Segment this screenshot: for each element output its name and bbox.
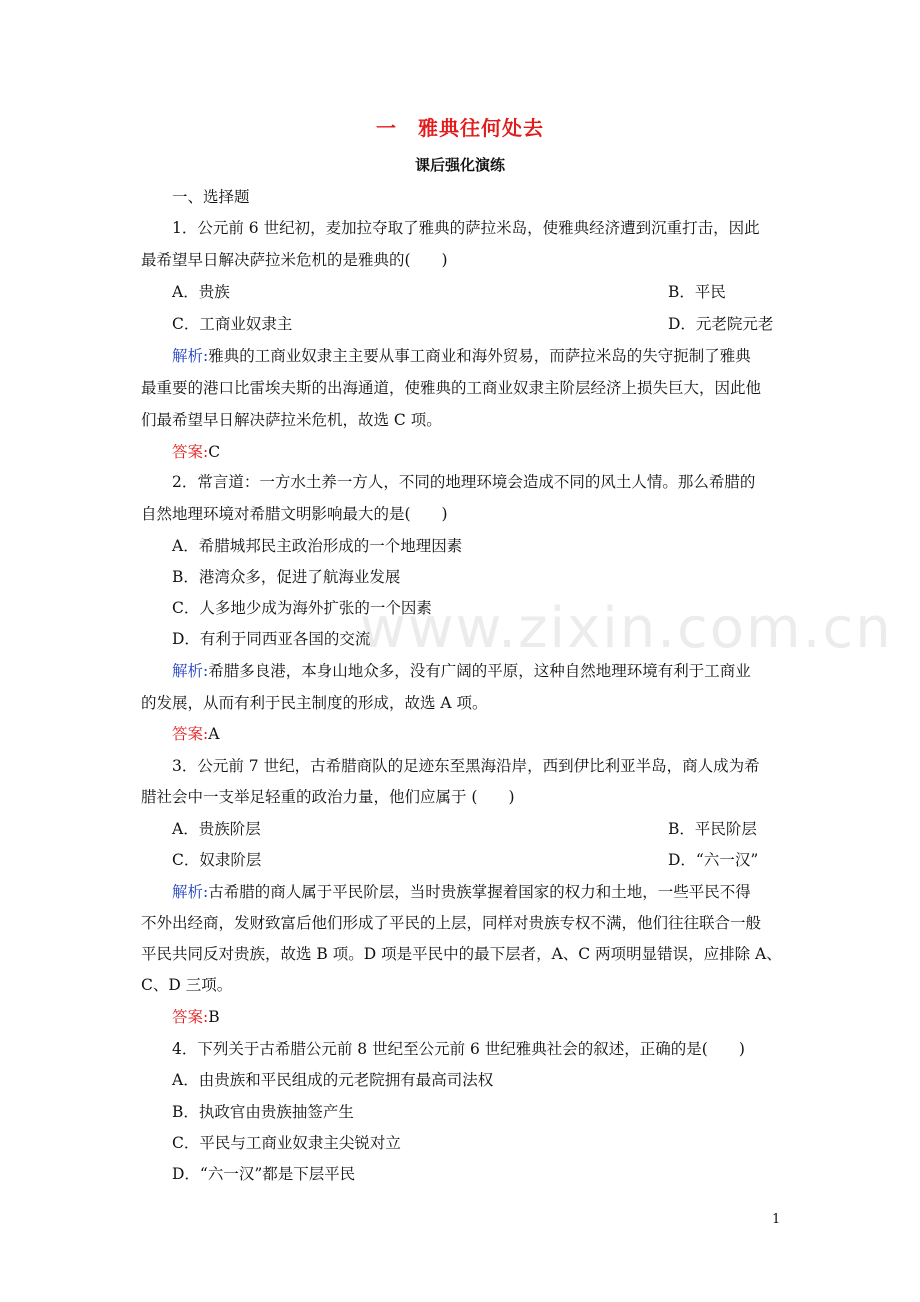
q1-option-d: D．元老院元老 [668, 315, 774, 333]
q2-answer-label: 答案: [172, 725, 209, 743]
q2-option-c: C．人多地少成为海外扩张的一个因素 [172, 599, 432, 617]
q2-stem-line2: 自然地理环境对希腊文明影响最大的是( ) [141, 505, 448, 523]
q4-option-c: C．平民与工商业奴隶主尖锐对立 [172, 1134, 401, 1152]
q1-answer-value: C [208, 443, 221, 461]
q1-analysis-line3: 们最希望早日解决萨拉米危机，故选 C 项。 [141, 411, 442, 429]
q2-analysis-line2: 的发展，从而有利于民主制度的形成，故选 A 项。 [141, 694, 488, 712]
q4-option-b: B．执政官由贵族抽签产生 [172, 1103, 354, 1121]
page-subtitle: 课后强化演练 [414, 156, 505, 174]
q1-analysis-label: 解析: [172, 347, 209, 365]
q1-stem-line2: 最希望早日解决萨拉米危机的是雅典的( ) [141, 251, 448, 269]
q3-stem-line1: 3．公元前 7 世纪，古希腊商队的足迹东至黑海沿岸，西到伊比利亚半岛，商人成为希 [172, 757, 760, 775]
q1-options-row2 [172, 314, 812, 334]
q1-analysis-text: 雅典的工商业奴隶主主要从事工商业和海外贸易，而萨拉米岛的失守扼制了雅典 [208, 347, 751, 365]
q2-option-b: B．港湾众多，促进了航海业发展 [172, 568, 401, 586]
q1-analysis-line2: 最重要的港口比雷埃夫斯的出海通道，使雅典的工商业奴隶主阶层经济上损失巨大，因此他 [141, 379, 762, 397]
q3-option-c: C．奴隶阶层 [172, 851, 262, 869]
q2-stem-line1: 2．常言道：一方水土养一方人，不同的地理环境会造成不同的风土人情。那么希腊的 [172, 473, 756, 491]
q1-option-c: C．工商业奴隶主 [172, 315, 293, 333]
q3-analysis-line2: 不外出经商，发财致富后他们形成了平民的上层，同样对贵族专权不满，他们往往联合一般 [141, 914, 762, 932]
q3-analysis-line1 [172, 882, 812, 902]
q2-analysis-line1 [172, 661, 812, 681]
q3-option-a: A．贵族阶层 [172, 820, 261, 838]
q3-option-d: D．“六一汉” [668, 851, 759, 869]
q3-analysis-line3: 平民共同反对贵族，故选 B 项。D 项是平民中的最下层者，A、C 两项明显错误，应排除 A、 [141, 945, 782, 963]
q2-answer-value: A [208, 725, 220, 743]
q2-option-d: D．有利于同西亚各国的交流 [172, 630, 371, 648]
q1-stem-line1: 1．公元前 6 世纪初，麦加拉夺取了雅典的萨拉米岛，使雅典经济遭到沉重打击，因此 [172, 219, 760, 237]
q2-answer [172, 724, 812, 744]
q1-analysis-line1 [172, 346, 812, 366]
q1-answer [172, 442, 812, 462]
q1-options-row1 [172, 282, 812, 302]
q3-options-row2 [172, 850, 812, 870]
q3-stem-line2: 腊社会中一支举足轻重的政治力量，他们应属于 ( ) [141, 788, 515, 806]
q3-analysis-text: 古希腊的商人属于平民阶层，当时贵族掌握着国家的权力和土地，一些平民不得 [208, 883, 751, 901]
q3-answer-label: 答案: [172, 1008, 209, 1026]
q3-options-row1 [172, 819, 812, 839]
q2-option-a: A．希腊城邦民主政治形成的一个地理因素 [172, 537, 463, 555]
q1-option-a: A．贵族 [172, 283, 230, 301]
q3-answer-value: B [208, 1008, 220, 1026]
page-number: 1 [772, 1212, 781, 1227]
page-title: 一 雅典往何处去 [376, 116, 544, 140]
q4-option-a: A．由贵族和平民组成的元老院拥有最高司法权 [172, 1071, 494, 1089]
q4-option-d: D．“六一汉”都是下层平民 [172, 1165, 356, 1183]
q2-analysis-label: 解析: [172, 662, 209, 680]
q3-analysis-line4: C、D 三项。 [141, 976, 233, 994]
q3-answer [172, 1007, 812, 1027]
q1-answer-label: 答案: [172, 443, 209, 461]
q4-stem-line1: 4．下列关于古希腊公元前 8 世纪至公元前 6 世纪雅典社会的叙述，正确的是( ) [172, 1040, 745, 1058]
q2-analysis-text: 希腊多良港，本身山地众多，没有广阔的平原，这种自然地理环境有利于工商业 [208, 662, 751, 680]
q1-option-b: B．平民 [668, 283, 726, 301]
q3-analysis-label: 解析: [172, 883, 209, 901]
q3-option-b: B．平民阶层 [668, 820, 757, 838]
section-heading: 一、选择题 [172, 188, 250, 206]
watermark: www.zixin.com.cn [360, 596, 893, 661]
